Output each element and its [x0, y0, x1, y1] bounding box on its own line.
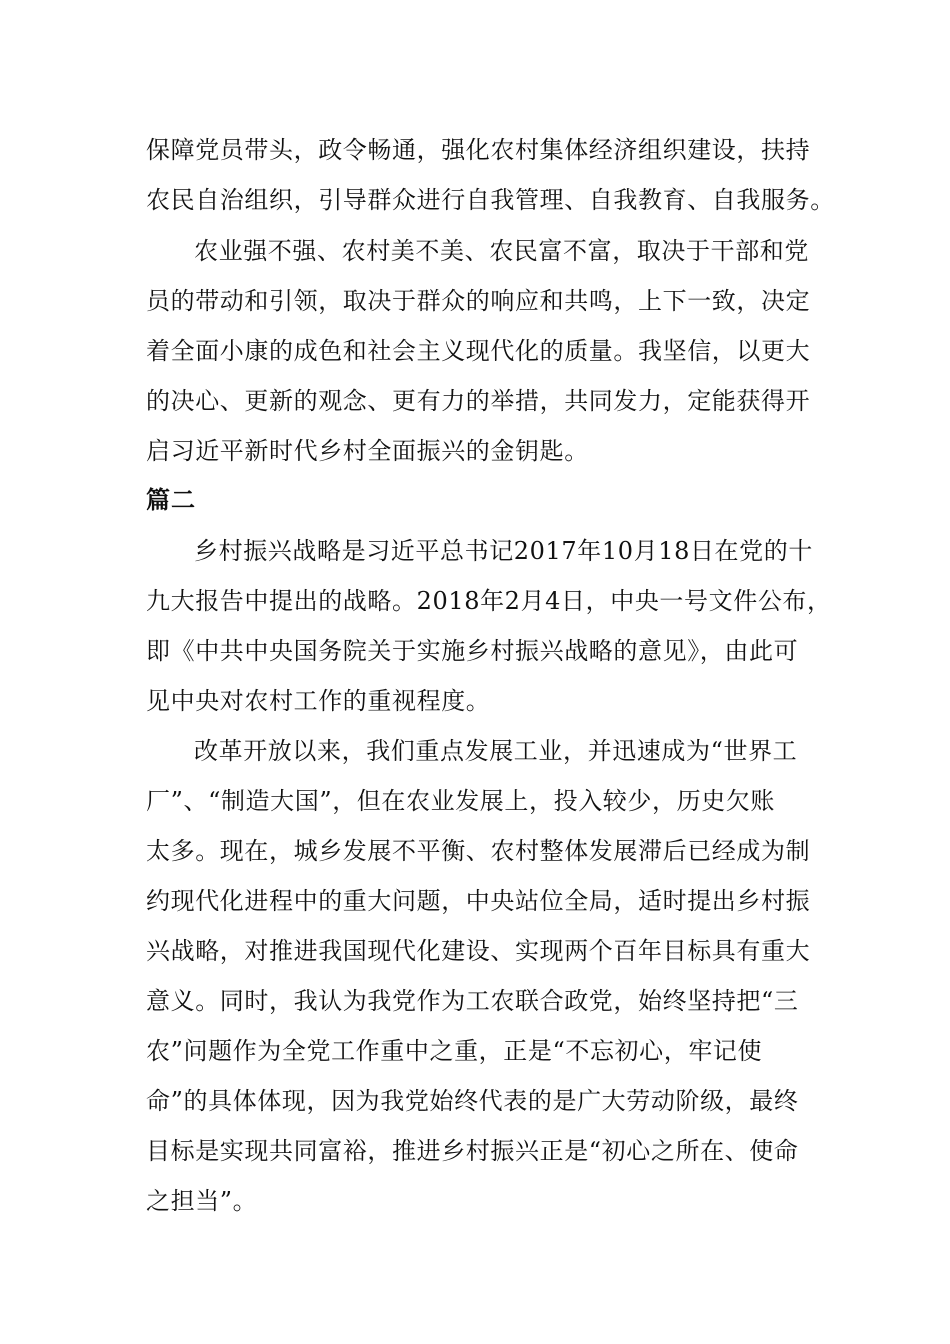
paragraph-line: 见中央对农村工作的重视程度。 [146, 687, 491, 715]
paragraph-line: 即《中共中央国务院关于实施乡村振兴战略的意见》，由此可 [146, 637, 799, 665]
paragraph-line: 九大报告中提出的战略。2018年2月4日，中央一号文件公布， [146, 587, 832, 615]
paragraph-line: 保障党员带头，政令畅通，强化农村集体经济组织建设，扶持 [146, 136, 811, 164]
paragraph-line: 之担当”。 [146, 1187, 258, 1215]
paragraph-line: 启习近平新时代乡村全面振兴的金钥匙。 [146, 437, 589, 465]
paragraph-line: 农”问题作为全党工作重中之重，正是“不忘初心，牢记使 [146, 1037, 763, 1065]
paragraph-line: 改革开放以来，我们重点发展工业，并迅速成为“世界工 [194, 737, 798, 765]
paragraph-line: 意义。同时，我认为我党作为工农联合政党，始终坚持把“三 [146, 987, 799, 1015]
paragraph-line: 厂”、“制造大国”，但在农业发展上，投入较少，历史欠账 [146, 787, 776, 815]
paragraph-line: 农民自治组织，引导群众进行自我管理、自我教育、自我服务。 [146, 186, 835, 214]
paragraph-line: 乡村振兴战略是习近平总书记2017年10月18日在党的十 [194, 537, 813, 565]
paragraph-line: 着全面小康的成色和社会主义现代化的质量。我坚信，以更大 [146, 337, 811, 365]
paragraph-line: 约现代化进程中的重大问题，中央站位全局，适时提出乡村振 [146, 887, 811, 915]
paragraph-line: 的决心、更新的观念、更有力的举措，共同发力，定能获得开 [146, 387, 811, 415]
paragraph-line: 目标是实现共同富裕，推进乡村振兴正是“初心之所在、使命 [146, 1137, 799, 1165]
paragraph-line: 太多。现在，城乡发展不平衡、农村整体发展滞后已经成为制 [146, 837, 811, 865]
section-heading: 篇二 [146, 485, 196, 514]
paragraph-line: 命”的具体体现，因为我党始终代表的是广大劳动阶级，最终 [146, 1087, 799, 1115]
paragraph-line: 兴战略，对推进我国现代化建设、实现两个百年目标具有重大 [146, 937, 811, 965]
paragraph-line: 农业强不强、农村美不美、农民富不富，取决于干部和党 [194, 237, 809, 265]
paragraph-line: 员的带动和引领，取决于群众的响应和共鸣，上下一致，决定 [146, 287, 811, 315]
